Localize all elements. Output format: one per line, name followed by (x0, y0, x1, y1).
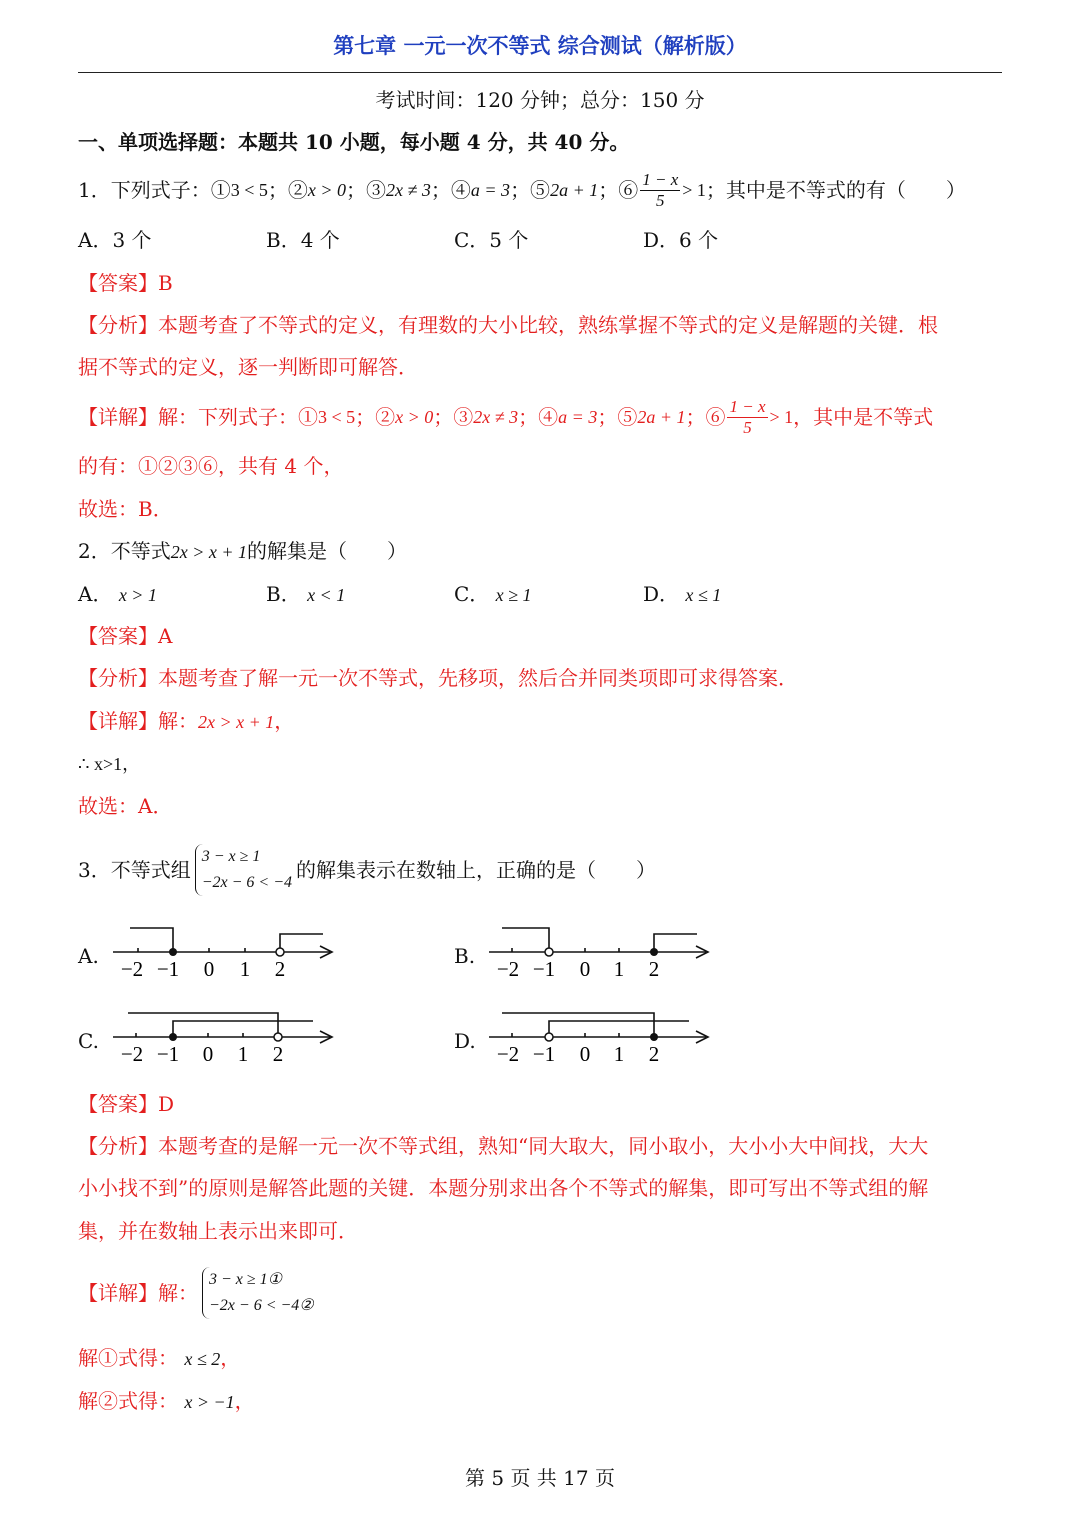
q1-sep-5: ；⑤ (510, 178, 551, 202)
open-dot (274, 1033, 282, 1041)
q3-analysis-line2: 小小找不到”的原则是解答此题的关键．本题分别求出各个不等式的解集，即可写出不等式组的解 (78, 1176, 929, 1200)
q1-option-c: C．5 个 (454, 228, 529, 252)
q1-expr-4: a = 3 (470, 180, 511, 200)
q1-detail (78, 395, 933, 439)
q1-detail-expr-1: 3 < 5 (318, 407, 356, 427)
q3-numberline-c[interactable] (108, 1000, 348, 1070)
q1-option-d: D．6 个 (643, 228, 719, 252)
q2-therefore (78, 749, 140, 778)
q1-after-frac: > 1 (682, 180, 706, 200)
q2-answer: 【答案】A (78, 624, 173, 648)
q3-analysis-line1: 【分析】本题考查的是解一元一次不等式组，熟知“同大取大，同小取小，大小小大中间找，大大 (78, 1134, 929, 1158)
exam-info: 考试时间：120 分钟；总分：150 分 (375, 88, 705, 112)
closed-dot (169, 948, 177, 956)
tick-label: 2 (274, 957, 286, 981)
tick-label: −2 (120, 1042, 144, 1066)
closed-dot (650, 948, 658, 956)
q1-analysis-line2: 据不等式的定义，逐一判断即可解答． (78, 355, 418, 379)
tick-label: −1 (532, 957, 556, 981)
q1-sep-6: ；⑥ (598, 178, 639, 202)
q3-system (195, 844, 292, 896)
q1-detail-expr-5: 2a + 1 (637, 407, 686, 427)
q2-option-a-label: A． (78, 582, 113, 606)
q3-option-c-label: C. (78, 1029, 99, 1053)
q2-detail-post: ， (274, 709, 295, 733)
q3-answer: 【答案】D (78, 1092, 175, 1116)
q3-numberline-a[interactable] (108, 915, 348, 985)
q2-option-d-label: D． (643, 582, 680, 606)
q2-option-b-expr: x < 1 (307, 585, 346, 605)
ray-upper (502, 1013, 654, 1037)
q2-option-c-expr: x ≥ 1 (495, 585, 532, 605)
q3-stem-post: 的解集表示在数轴上，正确的是（ ） (296, 858, 657, 882)
q2-detail-pre: 【详解】解： (78, 709, 198, 733)
ray-right (280, 934, 323, 952)
q1-expr-1: 3 < 5 (230, 180, 268, 200)
q1-option-a: A．3 个 (78, 228, 152, 252)
q1-frac-den: 5 (655, 190, 665, 210)
tick-label: −2 (496, 957, 520, 981)
q3-solution-1-expr: x ≤ 2 (184, 1349, 221, 1369)
tick-label: −1 (156, 957, 180, 981)
q1-detail-sep-6: ；⑥ (685, 405, 726, 429)
page-header-title: 第七章 一元一次不等式 综合测试（解析版） (333, 33, 747, 58)
tick-label: 1 (239, 957, 251, 981)
q2-choose: 故选：A． (78, 794, 173, 818)
q3-detail-system (202, 1267, 314, 1319)
q2-therefore-text: ∴ x>1， (78, 754, 141, 774)
q2-option-b (266, 580, 345, 609)
q3-numberline-d[interactable] (484, 1000, 724, 1070)
q3-stem-pre: 3．不等式组 (78, 858, 191, 882)
q2-stem-pre: 2．不等式 (78, 539, 171, 563)
q1-detail-frac-num: 1 − x (729, 396, 766, 416)
ray-left (502, 928, 549, 952)
tick-label: −1 (532, 1042, 556, 1066)
q2-stem-post: 的解集是（ ） (247, 539, 408, 563)
q2-stem (78, 537, 407, 566)
tick-label: 2 (648, 1042, 660, 1066)
q2-option-c-label: C． (454, 582, 490, 606)
q3-solution-1-comma: ， (220, 1346, 241, 1370)
ray-right (654, 934, 697, 952)
q2-option-a-expr: x > 1 (118, 585, 157, 605)
q1-sep-3: ；③ (346, 178, 387, 202)
q2-analysis: 【分析】本题考查了解一元一次不等式，先移项，然后合并同类项即可求得答案． (78, 666, 798, 690)
q1-fraction (640, 170, 680, 211)
q3-solution-1 (78, 1344, 240, 1373)
q1-detail-sep-5: ；⑤ (597, 405, 638, 429)
closed-dot (169, 1033, 177, 1041)
q3-solution-2-expr: x > −1 (184, 1392, 235, 1412)
ray-upper (128, 1013, 278, 1037)
q3-detail-pre: 【详解】解： (78, 1281, 198, 1305)
q3-system-2: −2x − 6 < −4 (201, 874, 293, 891)
q3-option-b-label: B. (454, 944, 476, 968)
tick-label: 0 (579, 1042, 591, 1066)
open-dot (276, 948, 284, 956)
q3-system-1: 3 − x ≥ 1 (201, 848, 261, 865)
q1-detail-expr-2: x > 0 (395, 407, 434, 427)
q2-option-c (454, 580, 532, 609)
q1-frac-num: 1 − x (642, 169, 679, 189)
q3-solution-2 (78, 1387, 255, 1416)
tick-label: −2 (496, 1042, 520, 1066)
q1-sep-4: ；④ (430, 178, 471, 202)
q3-detail-system-1: 3 − x ≥ 1① (209, 1271, 283, 1288)
open-dot (545, 948, 553, 956)
q1-detail-line2: 的有：①②③⑥，共有 4 个， (78, 454, 344, 478)
q1-expr-5: 2a + 1 (550, 180, 599, 200)
q1-stem (78, 168, 966, 212)
q1-choose: 故选：B． (78, 497, 173, 521)
q1-detail-sep-4: ；④ (518, 405, 559, 429)
q2-option-d-expr: x ≤ 1 (685, 585, 722, 605)
q2-option-b-label: B． (266, 582, 301, 606)
q1-detail-fraction (727, 397, 767, 438)
tick-label: 1 (613, 1042, 625, 1066)
q3-detail (78, 1262, 318, 1324)
q1-expr-3: 2x ≠ 3 (386, 180, 431, 200)
q1-stem-pre: 1．下列式子：① (78, 178, 231, 202)
tick-label: 1 (237, 1042, 249, 1066)
q2-option-d (643, 580, 721, 609)
tick-label: −1 (156, 1042, 180, 1066)
q1-detail-expr-4: a = 3 (558, 407, 598, 427)
q3-solution-2-pre: 解②式得： (78, 1389, 178, 1413)
q1-expr-2: x > 0 (307, 180, 347, 200)
q1-analysis-line1: 【分析】本题考查了不等式的定义，有理数的大小比较，熟练掌握不等式的定义是解题的关键．根 (78, 313, 938, 337)
section-heading: 一、单项选择题：本题共 10 小题，每小题 4 分，共 40 分。 (78, 130, 630, 154)
tick-label: 0 (202, 1042, 214, 1066)
open-dot (545, 1033, 553, 1041)
q3-analysis-line3: 集，并在数轴上表示出来即可． (78, 1219, 358, 1243)
q3-numberline-b[interactable] (484, 915, 724, 985)
tick-label: 1 (613, 957, 625, 981)
q1-sep-2: ；② (267, 178, 308, 202)
q1-answer: 【答案】B (78, 271, 173, 295)
q1-detail-after-frac: > 1 (769, 407, 794, 427)
q1-detail-post: ，其中是不等式 (793, 405, 934, 429)
q3-detail-system-2: −2x − 6 < −4② (209, 1297, 314, 1314)
tick-label: −2 (120, 957, 144, 981)
q1-detail-sep-3: ；③ (433, 405, 474, 429)
ray-left (130, 928, 173, 952)
tick-label: 2 (272, 1042, 284, 1066)
q3-option-d-label: D. (454, 1029, 476, 1053)
q1-detail-pre: 【详解】解：下列式子：① (78, 405, 318, 429)
q3-stem (78, 840, 656, 900)
q1-option-b: B．4 个 (266, 228, 340, 252)
q2-detail (78, 707, 294, 736)
q2-stem-expr: 2x > x + 1 (170, 542, 248, 562)
q1-stem-post: ；其中是不等式的有（ ） (705, 178, 966, 202)
page-footer: 第 5 页 共 17 页 (465, 1466, 615, 1490)
q1-detail-sep-2: ；② (355, 405, 396, 429)
q3-solution-2-comma: ， (234, 1389, 255, 1413)
closed-dot (650, 1033, 658, 1041)
q2-option-a (78, 580, 157, 609)
tick-label: 0 (579, 957, 591, 981)
q1-detail-frac-den: 5 (743, 417, 752, 437)
header-divider (78, 72, 1002, 73)
tick-label: 0 (203, 957, 215, 981)
q2-detail-expr: 2x > x + 1 (198, 712, 275, 732)
q3-solution-1-pre: 解①式得： (78, 1346, 178, 1370)
q3-option-a-label: A. (78, 944, 99, 968)
q1-detail-expr-3: 2x ≠ 3 (473, 407, 519, 427)
tick-label: 2 (648, 957, 660, 981)
